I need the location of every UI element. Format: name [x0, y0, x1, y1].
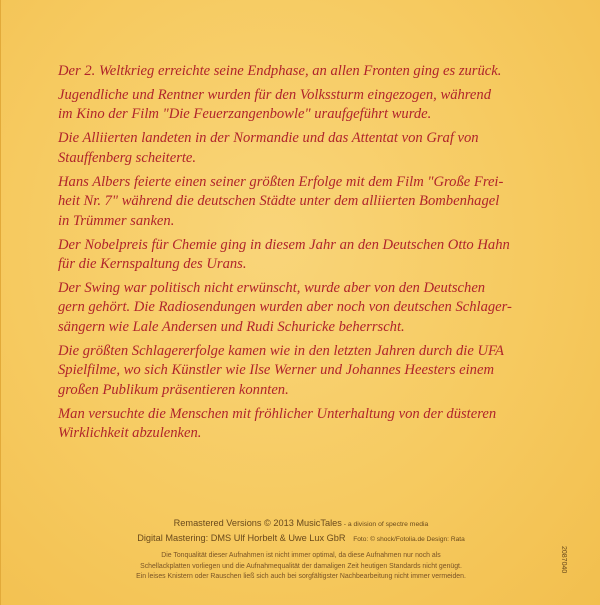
disclaimer-line: Schellackplatten vorliegen und die Aufnahmequalität der damaligen Zeit heutigen Standards nicht genügt. [140, 562, 462, 570]
text-line: Wirklichkeit abzulenken. [58, 425, 202, 442]
text-line: Der Swing war politisch nicht erwünscht, wurde aber von den Deutschen [58, 279, 486, 296]
catalog-number: 2087040 [560, 546, 567, 574]
paragraph-unterhaltung [58, 405, 558, 444]
paragraph-swing [58, 279, 558, 338]
text-line: Spielfilme, wo sich Künstler wie Ilse Werner und Johannes Heesters einem [58, 362, 494, 379]
text-line: heit Nr. 7" während die deutschen Städte unter dem alliierten Bombenhagel [58, 193, 500, 210]
paragraph-volkssturm [58, 86, 558, 125]
text-line: im Kino der Film "Die Feuerzangenbowle" uraufgeführt wurde. [58, 106, 432, 123]
paragraph-normandie [58, 129, 558, 168]
text-line: Der 2. Weltkrieg erreichte seine Endphase, an allen Fronten ging es zurück. [58, 63, 502, 79]
text-line: Die Alliierten landeten in der Normandie und das Attentat von Graf von [58, 130, 479, 147]
text-line: sängern wie Lale Andersen und Rudi Schuricke beherrscht. [58, 319, 405, 336]
text-line: Die größten Schlagererfolge kamen wie in den letzten Jahren durch die UFA [58, 342, 504, 359]
paragraph-nobelpreis [58, 236, 558, 275]
mastering-credit [1, 531, 600, 547]
liner-notes-text [58, 62, 558, 448]
text-line: Jugendliche und Rentner wurden für den Volkssturm eingezogen, während [58, 86, 492, 103]
quality-disclaimer [1, 551, 600, 583]
disclaimer-line: Die Tonqualität dieser Aufnahmen ist nicht immer optimal, da diese Aufnahmen nur noch als [161, 552, 441, 559]
credits-footer [1, 517, 600, 583]
text-line: Der Nobelpreis für Chemie ging in diesem Jahr an den Deutschen Otto Hahn [58, 236, 510, 253]
text-line: Man versuchte die Menschen mit fröhlicher Unterhaltung von der düsteren [58, 405, 497, 422]
paragraph-schlagererfolge [58, 342, 558, 401]
division-text: - a division of spectre media [341, 521, 429, 528]
text-line: in Trümmer sanken. [58, 212, 175, 229]
text-line: für die Kernspaltung des Urans. [58, 256, 247, 273]
text-line: Hans Albers feierte einen seiner größten Erfolge mit dem Film "Große Frei- [58, 173, 504, 190]
remastered-text: Remastered Versions © 2013 MusicTales [173, 518, 342, 528]
paragraph-hans-albers [58, 173, 558, 232]
paragraph-endphase [58, 62, 558, 82]
text-line: Stauffenberg scheiterte. [58, 149, 197, 166]
text-line: gern gehört. Die Radiosendungen wurden aber noch von deutschen Schlager- [58, 299, 512, 316]
disclaimer-line: Ein leises Knistern oder Rauschen ließ sich auch bei sorgfältigster Nachbearbeitung nicht immer vermeiden. [136, 573, 466, 581]
photo-credit-text: Foto: © shock/Fotolia.de Design: Rata [353, 536, 465, 543]
text-line: großen Publikum präsentieren konnten. [58, 382, 289, 399]
remastered-credit [1, 517, 600, 531]
mastering-text: Digital Mastering: DMS Ulf Horbelt & Uwe Lux GbR [137, 533, 346, 543]
